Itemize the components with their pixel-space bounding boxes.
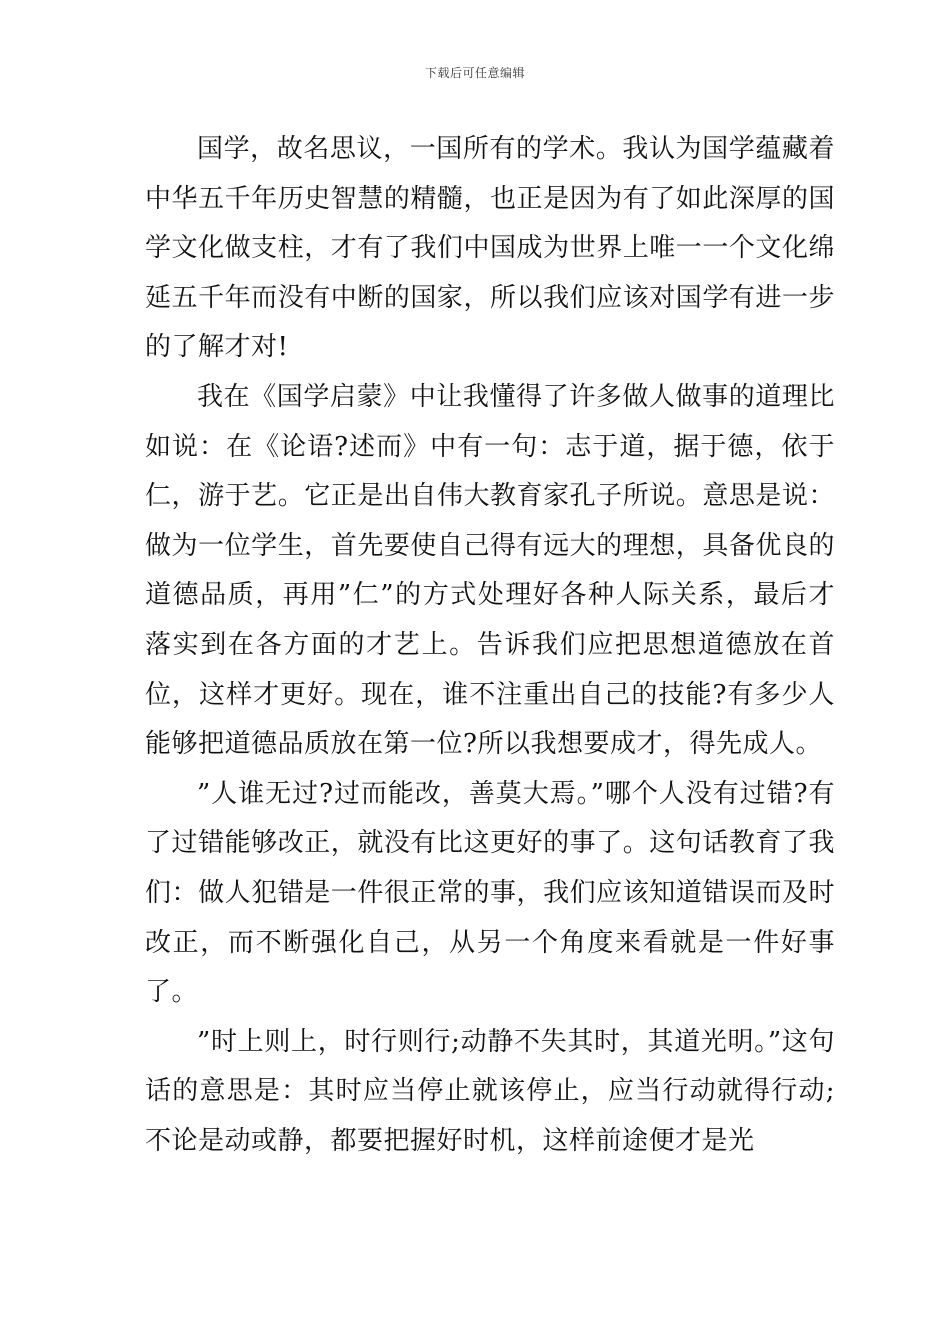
paragraph-3: ”人谁无过?过而能改，善莫大焉。”哪个人没有过错?有了过错能够改正，就没有比这更好的事了。这句话教育了我们：做人犯错是一件很正常的事，我们应该知道错误而及时改正，而不断强化自己，从另一个角度来看就是一件好事了。 <box>145 778 835 1008</box>
paragraph-1: 国学，故名思议，一国所有的学术。我认为国学蕴藏着中华五千年历史智慧的精髓，也正是因为有了如此深厚的国学文化做支柱，才有了我们中国成为世界上唯一一个文化绵延五千年而没有中断的国家，所以我们应该对国学有进一步的了解才对! <box>145 134 835 363</box>
document-body <box>145 125 835 1166</box>
header-note: 下载后可任意编辑 <box>424 66 525 80</box>
paragraph-2: 我在《国学启蒙》中让我懂得了许多做人做事的道理比如说：在《论语?述而》中有一句：志于道，据于德，依于仁，游于艺。它正是出自伟大教育家孔子所说。意思是说：做为一位学生，首先要使自己得有远大的理想，具备优良的道德品质，再用”仁”的方式处理好各种人际关系，最后才落实到在各方面的才艺上。告诉我们应把思想道德放在首位，这样才更好。现在，谁不注重出自己的技能?有多少人能够把道德品质放在第一位?所以我想要成才，得先成人。 <box>145 381 835 760</box>
paragraph-4: ”时上则上，时行则行;动静不失其时，其道光明。”这句话的意思是：其时应当停止就该停止，应当行动就得行动;不论是动或静，都要把握好时机，这样前途便才是光 <box>145 1026 835 1156</box>
